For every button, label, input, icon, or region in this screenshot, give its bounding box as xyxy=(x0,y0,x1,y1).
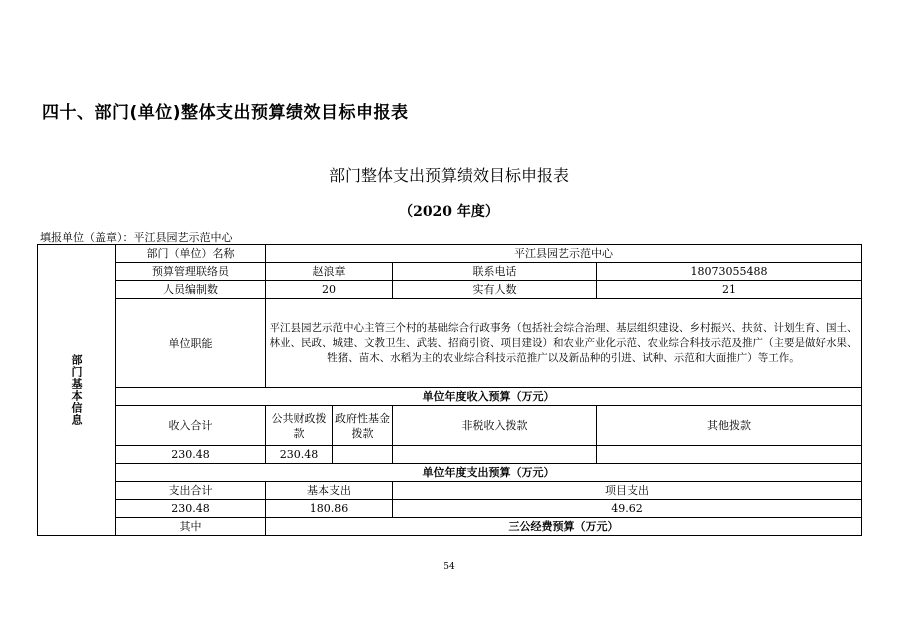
table-year: （2020 年度） xyxy=(399,204,499,220)
three-public-label: 三公经费预算（万元） xyxy=(266,518,862,536)
income-header: 单位年度收入预算（万元） xyxy=(116,388,862,406)
public-finance-label: 公共财政拨款 xyxy=(266,406,333,446)
expense-header: 单位年度支出预算（万元） xyxy=(116,464,862,482)
dept-name-label: 部门（单位）名称 xyxy=(116,245,266,263)
other-label: 其他拨款 xyxy=(597,406,862,446)
actual-staff-value: 21 xyxy=(597,281,862,299)
duty-label: 单位职能 xyxy=(116,299,266,388)
basic-expense-value: 180.86 xyxy=(266,500,393,518)
phone-label: 联系电话 xyxy=(393,263,597,281)
fill-unit-value: 平江县园艺示范中心 xyxy=(133,231,233,244)
income-total-value: 230.48 xyxy=(116,446,266,464)
other-value xyxy=(597,446,862,464)
fill-unit-label: 填报单位（盖章）： xyxy=(40,231,134,244)
duty-text: 平江县园艺示范中心主管三个村的基础综合行政事务（包括社会综合治理、基层组织建设、乡村振兴、扶贫、计划生育、国土、林业、民政、城建、文教卫生、武装、招商引资、项目建设）和农业产业化示范、农业综合科技示范及推广（主要是做好水果、牲猪、苗木、水稻为主的农业综合科技示范推广以及新品种的引进、试种、示范和大面推广）等工作。 xyxy=(266,299,862,388)
actual-staff-label: 实有人数 xyxy=(393,281,597,299)
side-label: 部门基本信息 xyxy=(38,245,116,536)
gov-fund-value xyxy=(333,446,393,464)
contact-label: 预算管理联络员 xyxy=(116,263,266,281)
dept-name-value: 平江县园艺示范中心 xyxy=(266,245,862,263)
project-expense-value: 49.62 xyxy=(393,500,862,518)
expense-total-label: 支出合计 xyxy=(116,482,266,500)
income-total-label: 收入合计 xyxy=(116,406,266,446)
basic-expense-label: 基本支出 xyxy=(266,482,393,500)
section-title: 四十、部门(单位)整体支出预算绩效目标申报表 xyxy=(42,103,409,123)
staff-quota-label: 人员编制数 xyxy=(116,281,266,299)
project-expense-label: 项目支出 xyxy=(393,482,862,500)
page-number: 54 xyxy=(443,562,455,572)
non-tax-value xyxy=(393,446,597,464)
among-label: 其中 xyxy=(116,518,266,536)
gov-fund-label: 政府性基金拨款 xyxy=(333,406,393,446)
phone-value: 18073055488 xyxy=(597,263,862,281)
public-finance-value: 230.48 xyxy=(266,446,333,464)
table-title: 部门整体支出预算绩效目标申报表 xyxy=(328,166,569,185)
budget-performance-table xyxy=(37,244,862,536)
fill-unit xyxy=(40,229,233,245)
non-tax-label: 非税收入拨款 xyxy=(393,406,597,446)
contact-value: 赵浪章 xyxy=(266,263,393,281)
expense-total-value: 230.48 xyxy=(116,500,266,518)
staff-quota-value: 20 xyxy=(266,281,393,299)
